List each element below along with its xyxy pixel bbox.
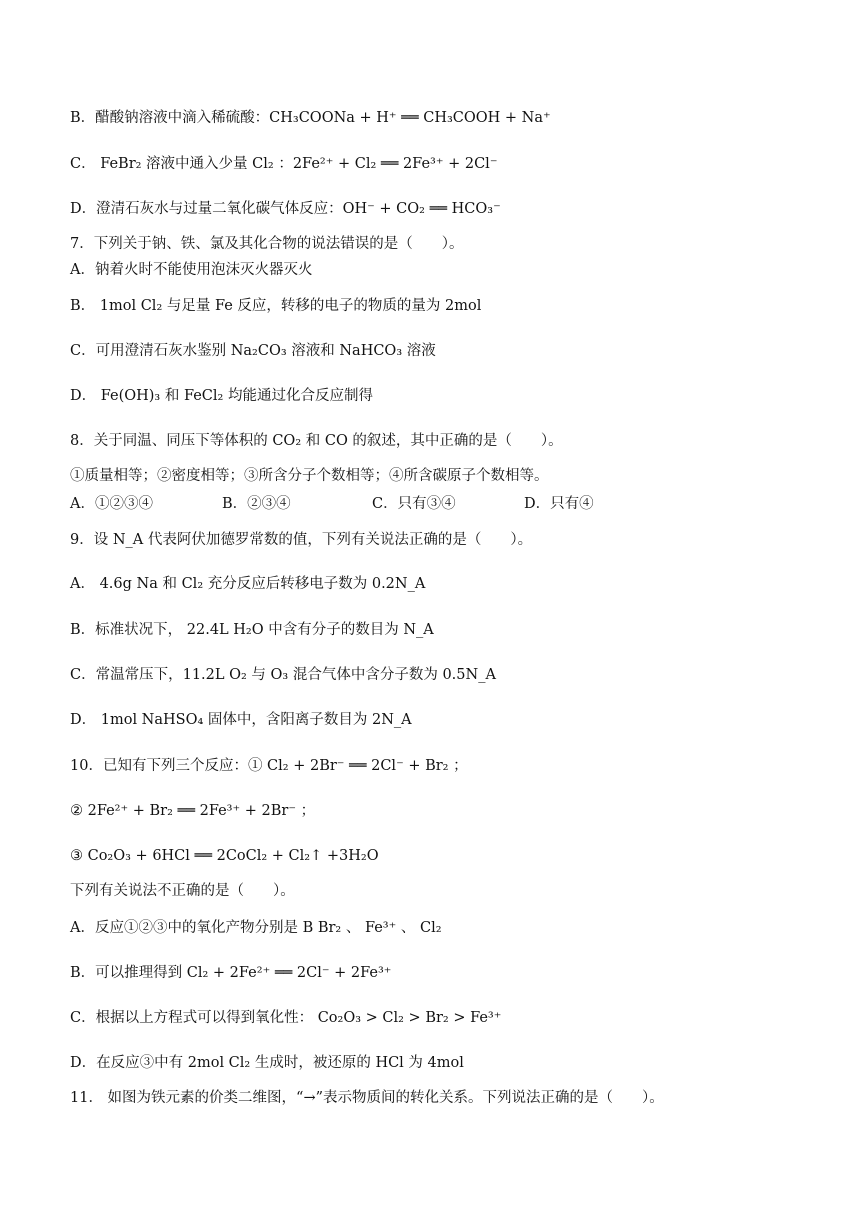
q7-option-d: D． Fe(OH)₃ 和 FeCl₂ 均能通过化合反应制得 (70, 388, 373, 404)
q10-reaction-3: ③ Co₂O₃ + 6HCl ══ 2CoCl₂ + Cl₂↑ +3H₂O (70, 848, 379, 864)
q8-statements: ①质量相等；②密度相等；③所含分子个数相等；④所含碳原子个数相等。 (70, 468, 549, 484)
q7-option-b: B． 1mol Cl₂ 与足量 Fe 反应，转移的电子的物质的量为 2mol (70, 298, 482, 314)
q6-option-c: C． FeBr₂ 溶液中通入少量 Cl₂ ：2Fe²⁺ + Cl₂ ══ 2Fe³⁺ + 2Cl⁻ (70, 156, 498, 172)
q10-option-c: C．根据以上方程式可以得到氧化性： Co₂O₃ > Cl₂ > Br₂ > Fe³⁺ (70, 1010, 502, 1026)
q10-option-a: A．反应①②③中的氧化产物分别是 B Br₂ 、 Fe³⁺ 、 Cl₂ (70, 920, 442, 936)
q8-option-a: A．①②③④ (70, 496, 153, 512)
q7-option-a: A．钠着火时不能使用泡沫灭火器灭火 (70, 262, 313, 278)
q10-option-d: D．在反应③中有 2mol Cl₂ 生成时，被还原的 HCl 为 4mol (70, 1055, 464, 1071)
q10-reaction-2: ② 2Fe²⁺ + Br₂ ══ 2Fe³⁺ + 2Br⁻ ； (70, 803, 316, 819)
q6-option-d: D．澄清石灰水与过量二氧化碳气体反应：OH⁻ + CO₂ ══ HCO₃⁻ (70, 201, 501, 217)
q8-stem: 8．关于同温、同压下等体积的 CO₂ 和 CO 的叙述，其中正确的是（ ）。 (70, 433, 563, 449)
q9-option-a: A． 4.6g Na 和 Cl₂ 充分反应后转移电子数为 0.2N_A (70, 576, 426, 592)
q8-option-b: B．②③④ (222, 496, 291, 512)
q9-option-b: B．标准状况下， 22.4L H₂O 中含有分子的数目为 N_A (70, 622, 434, 638)
q11-stem: 11． 如图为铁元素的价类二维图，“→”表示物质间的转化关系。下列说法正确的是（ ）。 (70, 1090, 664, 1106)
q9-option-d: D． 1mol NaHSO₄ 固体中，含阳离子数目为 2N_A (70, 712, 412, 728)
q10-question: 下列有关说法不正确的是（ ）。 (70, 883, 295, 899)
q7-option-c: C．可用澄清石灰水鉴别 Na₂CO₃ 溶液和 NaHCO₃ 溶液 (70, 343, 436, 359)
q7-stem: 7．下列关于钠、铁、氯及其化合物的说法错误的是（ ）。 (70, 236, 464, 252)
q10-stem: 10．已知有下列三个反应：① Cl₂ + 2Br⁻ ══ 2Cl⁻ + Br₂ ； (70, 758, 468, 774)
q9-stem: 9．设 N_A 代表阿伏加德罗常数的值，下列有关说法正确的是（ ）。 (70, 532, 533, 548)
q10-option-b: B．可以推理得到 Cl₂ + 2Fe²⁺ ══ 2Cl⁻ + 2Fe³⁺ (70, 965, 392, 981)
q6-option-b: B．醋酸钠溶液中滴入稀硫酸：CH₃COONa + H⁺ ══ CH₃COOH + Na⁺ (70, 110, 551, 126)
q8-option-d: D．只有④ (524, 496, 594, 512)
q9-option-c: C．常温常压下，11.2L O₂ 与 O₃ 混合气体中含分子数为 0.5N_A (70, 667, 496, 683)
q8-option-c: C．只有③④ (372, 496, 456, 512)
